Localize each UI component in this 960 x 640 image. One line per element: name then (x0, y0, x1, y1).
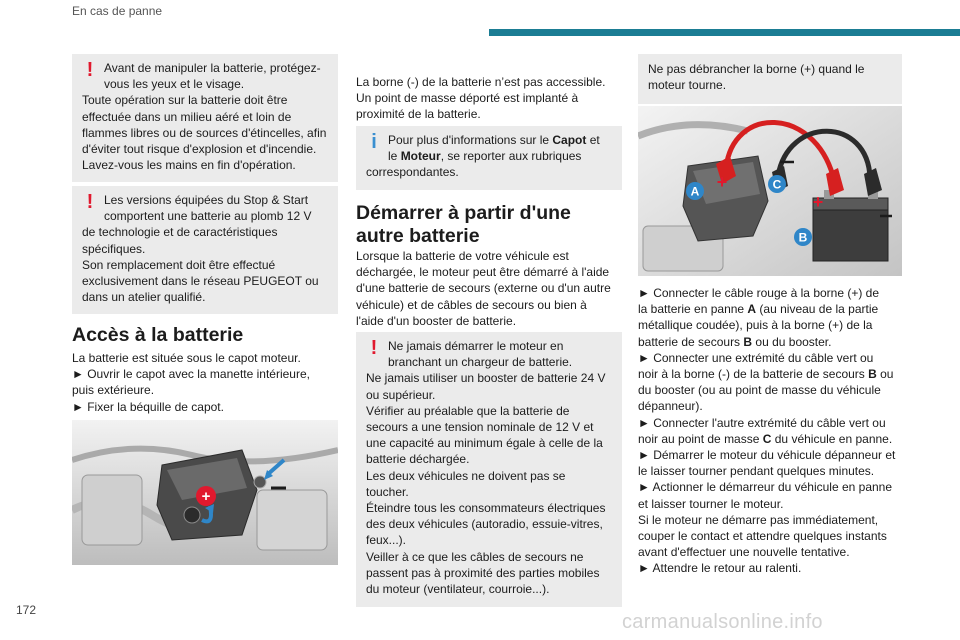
step-text: couper le contact et attendre quelques instants (638, 529, 887, 544)
note-box (638, 54, 902, 104)
step-text: ► Attendre le retour au ralenti. (638, 561, 802, 576)
exclamation-icon: ! (370, 337, 378, 359)
paragraph: Un point de masse déporté est implanté à (356, 91, 579, 106)
step-text: ► Connecter l'autre extrémité du câble vert ou (638, 415, 886, 430)
svg-text:+: + (716, 172, 728, 192)
warning-text: Toute opération sur la batterie doit être (82, 93, 288, 108)
paragraph: La borne (-) de la batterie n’est pas accessible. (356, 75, 606, 89)
warning-text: branchant un chargeur de batterie. (388, 355, 573, 370)
step-text: ► Démarrer le moteur du véhicule dépanneur et (638, 448, 896, 463)
battery-access-text (72, 350, 338, 415)
badge-c-label: C (772, 177, 782, 192)
warning-text: dans un atelier qualifié. (82, 290, 206, 305)
info-text: Pour plus d'informations sur le Capot et (388, 133, 600, 147)
step-text: avant d'effectuer une nouvelle tentative. (638, 545, 850, 560)
section-title: En cas de panne (72, 4, 163, 18)
paragraph: Lorsque la batterie de votre véhicule est (356, 249, 569, 263)
info-text: le Moteur, se reporter aux rubriques (388, 149, 582, 164)
header-accent-bar (489, 29, 960, 36)
info-box (356, 126, 622, 190)
paragraph: ► Fixer la béquille de capot. (72, 399, 224, 414)
warning-text: ou supérieur. (366, 387, 436, 402)
step-text: ► Connecter une extrémité du câble vert ou (638, 350, 874, 365)
note-text: moteur tourne. (648, 78, 727, 93)
intro-text (356, 74, 622, 123)
warning-text: flammes libres ou de sources d'étincelles, afin (82, 125, 327, 140)
warning-text: effectuée dans un milieu aéré et loin de (82, 109, 292, 124)
info-text: correspondantes. (366, 165, 459, 180)
warning-text: feux...). (366, 533, 407, 548)
paragraph: puis extérieure. (72, 383, 155, 398)
paragraph: ► Ouvrir le capot avec la manette intérieure, (72, 367, 310, 382)
warning-text: Ne jamais utiliser un booster de batterie 24 V (366, 371, 606, 386)
svg-text:+: + (812, 192, 824, 212)
warning-text: une capacité au minimum égale à celle de la (366, 436, 603, 451)
warning-text: Éteindre tous les consommateurs électriques (366, 501, 606, 516)
step-text: et laisser tourner le moteur. (638, 496, 784, 511)
step-text: dépanneur). (638, 399, 703, 414)
warning-text: d'éviter tout risque d'explosion et d'incendie. (82, 142, 317, 157)
step-text: noir à la borne (-) de la batterie de secours B ou (638, 367, 894, 382)
exclamation-icon: ! (86, 59, 94, 81)
warning-text: Les versions équipées du Stop & Start (104, 193, 309, 207)
page-number: 172 (16, 603, 37, 617)
warning-text: vous les yeux et le visage. (104, 77, 245, 92)
jump-start-diagram (638, 106, 902, 276)
warning-text: des deux véhicules (autoradio, essuie-vitres, (366, 517, 603, 532)
warning-text: batterie déchargée. (366, 452, 470, 467)
note-text: Ne pas débrancher la borne (+) quand le (648, 62, 865, 76)
step-text: métallique coudée), puis à la borne (+) de la (638, 318, 873, 333)
info-icon: i (371, 131, 377, 153)
warning-text: Les deux véhicules ne doivent pas se (366, 468, 566, 483)
heading-jump-start (356, 202, 622, 248)
svg-text:+: + (201, 488, 211, 505)
step-text: noir au point de masse C du véhicule en panne. (638, 431, 893, 446)
step-text: le laisser tourner pendant quelques minutes. (638, 464, 875, 479)
step-text: la batterie en panne A (au niveau de la partie (638, 302, 879, 317)
watermark: carmanualsonline.info (622, 611, 823, 633)
step-text: Si le moteur ne démarre pas immédiatement, (638, 512, 879, 527)
heading-line: autre batterie (356, 225, 480, 247)
step-text: ► Connecter le câble rouge à la borne (+) de (638, 286, 880, 300)
warning-box-safety (72, 54, 338, 182)
warning-text: toucher. (366, 484, 409, 499)
warning-box-jump-start (356, 332, 622, 607)
warning-text: exclusivement dans le réseau PEUGEOT ou (82, 274, 319, 289)
warning-text: de technologie et de caractéristiques (82, 225, 278, 240)
warning-text: Vérifier au préalable que la batterie de (366, 403, 570, 418)
paragraph: l'aide d'un booster de batterie. (356, 313, 517, 328)
warning-text: Ne jamais démarrer le moteur en (388, 339, 564, 353)
badge-a-label: A (690, 184, 700, 199)
warning-text: Veiller à ce que les câbles de secours ne (366, 549, 584, 564)
battery-location-photo (72, 420, 338, 565)
warning-text: passent pas à proximité des parties mobiles (366, 565, 600, 580)
paragraph: déchargée, le moteur peut être démarré à l'aide (356, 265, 610, 280)
exclamation-icon: ! (86, 191, 94, 213)
step-text: du booster (ou au point de masse du véhicule (638, 383, 881, 398)
warning-box-stop-start (72, 186, 338, 314)
paragraph: proximité de la batterie. (356, 107, 481, 122)
warning-text: secours a une tension nominale de 12 V et (366, 420, 594, 435)
warning-text: spécifiques. (82, 241, 146, 256)
paragraph: véhicule) et de câbles de secours ou bien à (356, 297, 587, 312)
badge-b-label: B (798, 230, 808, 245)
paragraph: La batterie est située sous le capot moteur. (72, 351, 301, 365)
heading-line: Démarrer à partir d'une (356, 202, 571, 224)
warning-text: Lavez-vous les mains en fin d'opération. (82, 158, 296, 173)
heading-battery-access: Accès à la batterie (72, 324, 244, 346)
step-text: ► Actionner le démarreur du véhicule en panne (638, 480, 893, 495)
warning-text: Son remplacement doit être effectué (82, 257, 276, 272)
warning-text: Avant de manipuler la batterie, protégez- (104, 61, 321, 75)
jump-start-text (356, 248, 622, 329)
jump-start-steps (638, 285, 904, 577)
step-text: batterie de secours B ou du booster. (638, 334, 832, 349)
paragraph: d'une batterie de secours (externe ou d'un autre (356, 281, 611, 296)
warning-text: comportent une batterie au plomb 12 V (104, 209, 312, 224)
warning-text: du moteur (ventilateur, courroie...). (366, 582, 550, 597)
